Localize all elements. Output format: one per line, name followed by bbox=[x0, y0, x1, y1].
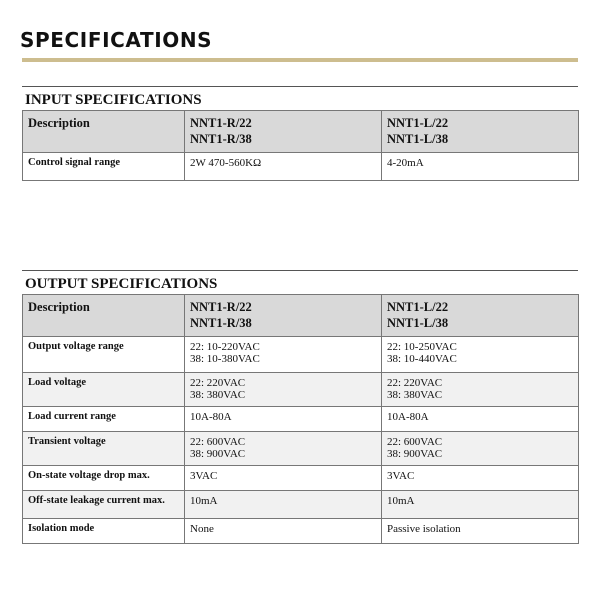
output-specifications-section bbox=[22, 270, 578, 544]
spec-label-cell: Output voltage range bbox=[23, 337, 185, 373]
output-header-cell: Description bbox=[23, 295, 185, 337]
spec-label-cell: Off-state leakage current max. bbox=[23, 491, 185, 519]
input-table-header-row bbox=[23, 111, 579, 153]
table-row bbox=[23, 466, 579, 491]
spec-value-cell: 3VAC bbox=[382, 466, 579, 491]
output-header-cell: NNT1-R/22 NNT1-R/38 bbox=[185, 295, 382, 337]
output-header-cell: NNT1-L/22 NNT1-L/38 bbox=[382, 295, 579, 337]
table-row bbox=[23, 337, 579, 373]
spec-value-cell: 2W 470-560KΩ bbox=[185, 153, 382, 181]
input-header-cell: NNT1-L/22 NNT1-L/38 bbox=[382, 111, 579, 153]
spec-value-cell: Passive isolation bbox=[382, 519, 579, 544]
spec-value-cell: 10mA bbox=[382, 491, 579, 519]
table-row bbox=[23, 373, 579, 407]
input-spec-table bbox=[22, 110, 579, 181]
table-row bbox=[23, 519, 579, 544]
spec-value-cell: 22: 600VAC 38: 900VAC bbox=[185, 432, 382, 466]
output-section-title: OUTPUT SPECIFICATIONS bbox=[22, 270, 578, 294]
input-header-cell: NNT1-R/22 NNT1-R/38 bbox=[185, 111, 382, 153]
spec-value-cell: 22: 10-220VAC 38: 10-380VAC bbox=[185, 337, 382, 373]
title-divider bbox=[22, 58, 578, 62]
input-specifications-section bbox=[22, 86, 578, 181]
spec-value-cell: 22: 10-250VAC 38: 10-440VAC bbox=[382, 337, 579, 373]
spec-value-cell: 10mA bbox=[185, 491, 382, 519]
spec-value-cell: 10A-80A bbox=[185, 407, 382, 432]
table-row bbox=[23, 153, 579, 181]
table-row bbox=[23, 491, 579, 519]
spec-label-cell: Control signal range bbox=[23, 153, 185, 181]
output-table-header-row bbox=[23, 295, 579, 337]
spec-label-cell: Load current range bbox=[23, 407, 185, 432]
spec-value-cell: None bbox=[185, 519, 382, 544]
output-spec-table bbox=[22, 294, 579, 544]
spec-label-cell: Isolation mode bbox=[23, 519, 185, 544]
table-row bbox=[23, 407, 579, 432]
spec-value-cell: 10A-80A bbox=[382, 407, 579, 432]
table-row bbox=[23, 432, 579, 466]
spec-value-cell: 4-20mA bbox=[382, 153, 579, 181]
spec-label-cell: Load voltage bbox=[23, 373, 185, 407]
input-section-title: INPUT SPECIFICATIONS bbox=[22, 86, 578, 110]
spec-value-cell: 22: 220VAC 38: 380VAC bbox=[382, 373, 579, 407]
spec-label-cell: Transient voltage bbox=[23, 432, 185, 466]
page-title: SPECIFICATIONS bbox=[20, 28, 213, 52]
input-header-cell: Description bbox=[23, 111, 185, 153]
spec-value-cell: 22: 600VAC 38: 900VAC bbox=[382, 432, 579, 466]
spec-value-cell: 22: 220VAC 38: 380VAC bbox=[185, 373, 382, 407]
spec-label-cell: On-state voltage drop max. bbox=[23, 466, 185, 491]
spec-value-cell: 3VAC bbox=[185, 466, 382, 491]
